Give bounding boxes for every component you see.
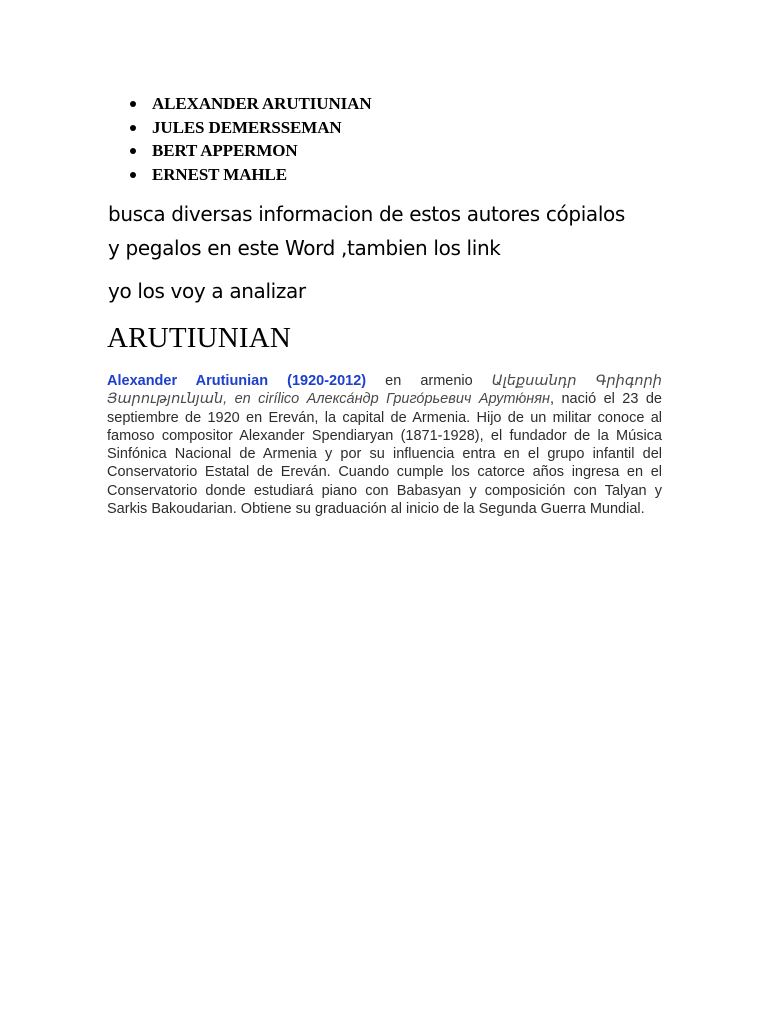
list-item bbox=[108, 92, 372, 116]
list-item bbox=[108, 139, 372, 163]
instruction-text-line-1: busca diversas informacion de estos autores cópialos bbox=[108, 202, 625, 226]
composer-name: ERNEST MAHLE bbox=[152, 164, 287, 184]
list-item bbox=[108, 163, 372, 187]
bullet-icon bbox=[130, 101, 136, 107]
section-heading: ARUTIUNIAN bbox=[107, 322, 292, 354]
instruction-text-line-2: y pegalos en este Word ,tambien los link bbox=[108, 236, 501, 260]
composer-list bbox=[108, 92, 372, 186]
composer-name: ALEXANDER ARUTIUNIAN bbox=[152, 94, 372, 113]
language-label: en armenio bbox=[366, 373, 492, 389]
bullet-icon bbox=[130, 148, 136, 154]
composer-name: JULES DEMERSSEMAN bbox=[152, 117, 342, 137]
list-item bbox=[108, 116, 372, 140]
instruction-text-line-3: yo los voy a analizar bbox=[108, 279, 306, 303]
composer-link[interactable]: Alexander Arutiunian (1920-2012) bbox=[107, 373, 367, 389]
biography-paragraph bbox=[107, 372, 662, 518]
composer-name: BERT APPERMON bbox=[152, 141, 298, 160]
biography-text: , nació el 23 de septiembre de 1920 en Ereván, la capital de Armenia. Hijo de un militar conoce al famoso compositor Alexander Spendiaryan (1871-1928), el fundador de la Música Sinfónica Nacional de Armenia y por su influencia entra en el grupo infantil del Conservatorio Estatal de Ereván. Cuando cumple los catorce años ingresa en el Conservatorio donde estudiará piano con Babasyan y composición con Talyan y Sarkis Bakoudarian. Obtiene su graduación al inicio de la Segunda Guerra Mundial. bbox=[107, 391, 662, 518]
bullet-icon bbox=[130, 172, 136, 178]
native-name-text: Ալեքսանդր Գրիգորի Յարությունյան, en cirílico Алекса́ндр Григо́рьевич Арутю́нян bbox=[107, 373, 662, 408]
bullet-icon bbox=[130, 125, 136, 131]
